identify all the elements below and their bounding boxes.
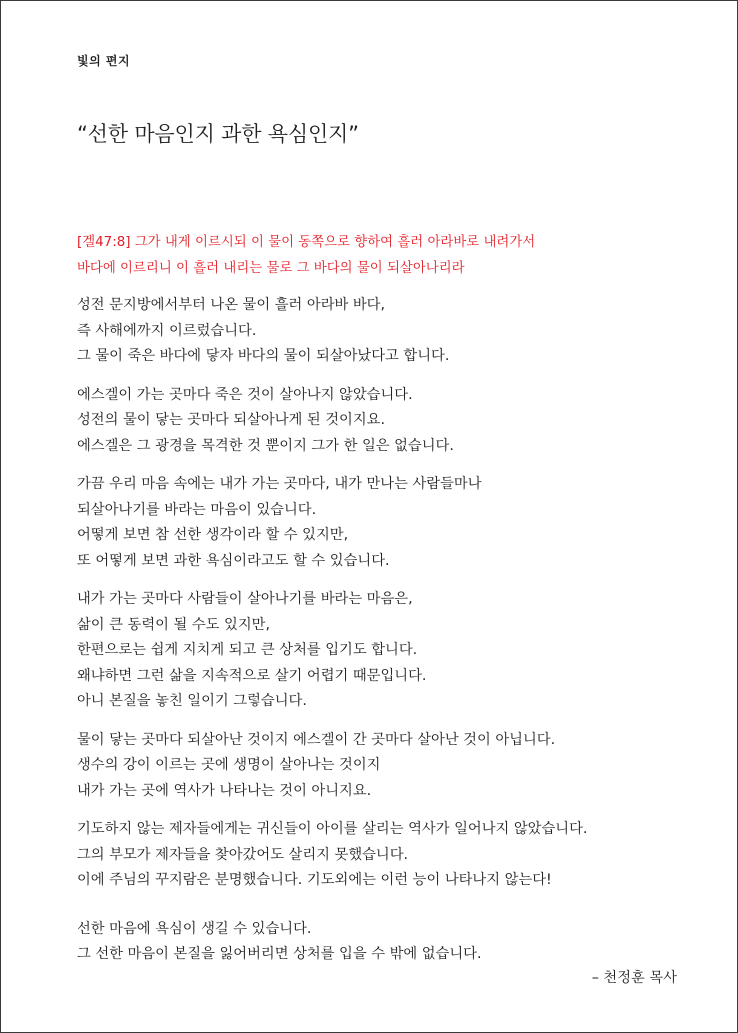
text-line: 내가 가는 곳에 역사가 나타나는 것이 아니지요. [77,782,372,799]
text-line: 생수의 강이 이르는 곳에 생명이 살아나는 것이지 [77,757,381,773]
text-line: 그 선한 마음이 본질을 잃어버리면 상처를 입을 수 밖에 없습니다. [77,946,482,962]
text-line: 왜냐하면 그런 삶을 지속적으로 살기 어렵기 때문입니다. [77,667,427,684]
paragraph [77,472,697,574]
signature: – 천정훈 목사 [591,970,677,986]
text-line: 아니 본질을 놓친 일이기 그렇습니다. [77,693,307,709]
text-line: 에스겔이 가는 곳마다 죽은 것이 살아나지 않았습니다. [77,386,413,403]
text-line: 그 물이 죽은 바다에 닿자 바다의 물이 되살아났다고 합니다. [77,348,450,364]
text-line: 이에 주님의 꾸지람은 분명했습니다. 기도외에는 이런 능이 나타나지 않는다! [77,872,552,888]
text-line: 또 어떻게 보면 과한 욕심이라고도 할 수 있습니다. [77,552,390,569]
text-line: 삶이 큰 동력이 될 수도 있지만, [77,616,270,633]
text-line: 즉 사해에까지 이르렀습니다. [77,322,257,339]
text-line: 가끔 우리 마음 속에는 내가 가는 곳마다, 내가 만나는 사람들마나 [77,476,482,492]
letter-body [77,293,697,981]
text-line: 기도하지 않는 제자들에게는 귀신들이 아이를 살리는 역사가 일어나지 않았습니다. [77,821,588,837]
text-line: 되살아나기를 바라는 마음이 있습니다. [77,501,317,518]
text-line: 그의 부모가 제자들을 찾아갔어도 살리지 못했습니다. [77,846,409,863]
paragraph [77,293,697,370]
verse-line: [겔47:8] 그가 내게 이르시되 이 물이 동쪽으로 향하여 흘러 아라바로 내려가서 [77,235,536,250]
text-line: 성전의 물이 닿는 곳마다 되살아나게 된 것이지요. [77,412,386,428]
text-line: 에스겔은 그 광경을 목격한 것 뿐이지 그가 한 일은 없습니다. [77,437,454,454]
paragraph [77,728,697,805]
paragraph [77,917,697,968]
text-line: 한편으로는 쉽게 지치게 되고 큰 상처를 입기도 합니다. [77,642,418,658]
text-line: 선한 마음에 욕심이 생길 수 있습니다. [77,920,312,937]
text-line: 성전 문지방에서부터 나온 물이 흘러 아라바 바다, [77,297,386,313]
text-line: 어떻게 보면 참 선한 생각이라 할 수 있지만, [77,527,349,543]
text-line: 물이 닿는 곳마다 되살아난 것이지 에스겔이 간 곳마다 살아난 것이 아닙니다. [77,731,556,748]
verse-line: 바다에 이르리니 이 흘러 내리는 물로 그 바다의 물이 되살아나리라 [77,260,465,276]
page-title: “선한 마음인지 과한 욕심인지” [77,122,359,146]
paragraph [77,817,697,894]
scripture-verse [77,230,697,281]
paragraph [77,383,697,460]
text-line: 내가 가는 곳마다 사람들이 살아나기를 바라는 마음은, [77,591,413,607]
paragraph [77,587,697,715]
header-label: 빛의 편지 [77,54,131,68]
